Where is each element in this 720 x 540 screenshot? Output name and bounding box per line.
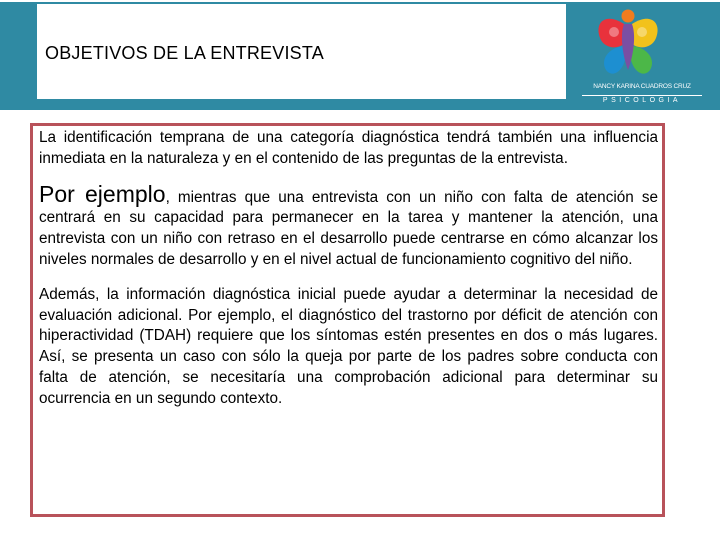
content-box [30, 123, 665, 517]
paragraph-example-body: , mientras que una entrevista con un niño con falta de atención se centrará en su capacidad para permanecer en la tarea y mantener la atención, una entrevista con un niño con retraso en el desarrollo puede centrarse en cómo alcanzar los niveles normales de desarrollo y en el nivel actual de funcionamiento cognitivo del niño. [39, 188, 658, 268]
paragraph-example [39, 180, 658, 271]
page-title: OBJETIVOS DE LA ENTREVISTA [45, 43, 324, 63]
butterfly-logo-icon [594, 8, 662, 80]
logo-subtitle: PSICOLOGIA [602, 97, 682, 104]
paragraph-intro: La identificación temprana de una categoría diagnóstica tendrá también una influencia inmediata en la naturaleza y en el contenido de las preguntas de la entrevista. [39, 129, 658, 167]
brand-logo [582, 8, 702, 106]
logo-name: NANCY KARINA CUADROS CRUZ [593, 83, 691, 90]
logo-divider [582, 95, 702, 96]
paragraph-example-lead: Por ejemplo [39, 180, 166, 207]
paragraph-additional: Además, la información diagnóstica inicial puede ayudar a determinar la necesidad de evaluación adicional. Por ejemplo, el diagnóstico del trastorno por déficit de atención con hiperactividad (TDAH) requiere que los síntomas estén presentes en dos o más lugares. Así, se presenta un caso con sólo la queja por parte de los padres sobre conducta con falta de atención, se necesitaría una comprobación adicional para determinar su ocurrencia en un segundo contexto. [39, 285, 658, 407]
